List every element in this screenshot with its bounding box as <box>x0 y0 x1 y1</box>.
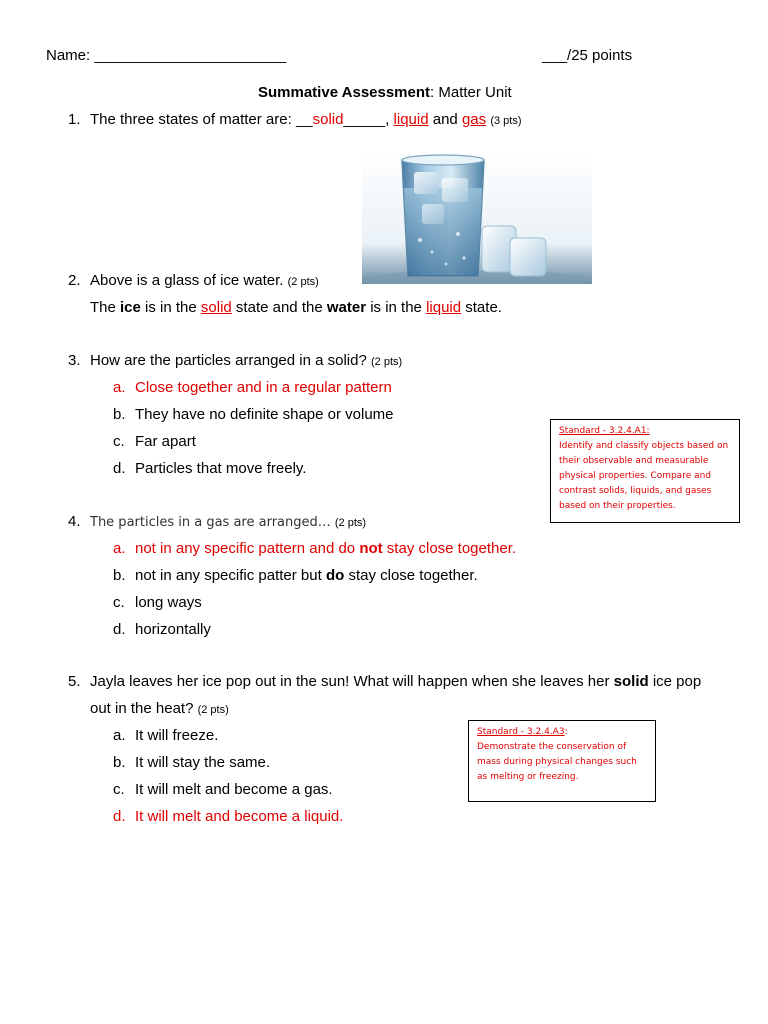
option-text: It will stay the same. <box>135 754 271 771</box>
option-c <box>113 594 202 611</box>
option-b <box>113 406 394 423</box>
name-field-label: Name: _______________________ <box>46 47 287 64</box>
option-letter: b. <box>113 754 126 771</box>
option-text: It will freeze. <box>135 727 219 744</box>
question-number: 4. <box>68 513 81 530</box>
glass-of-ice-water-icon <box>362 148 592 284</box>
question-text: ice pop <box>648 673 702 690</box>
option-a <box>113 727 218 744</box>
option-letter: b. <box>113 406 126 423</box>
question-text: Above is a glass of ice water. <box>90 272 288 289</box>
question-5-line-2 <box>90 700 229 717</box>
text-fragment: is in the <box>366 299 427 316</box>
punctuation: , <box>385 111 394 128</box>
question-text: out in the heat? <box>90 700 198 717</box>
option-c <box>113 433 196 450</box>
option-text: Far apart <box>135 433 196 450</box>
option-text: Particles that move freely. <box>135 460 307 477</box>
option-b <box>113 567 478 584</box>
question-2-answer-line <box>90 299 502 316</box>
option-text: It will melt and become a liquid. <box>135 808 344 825</box>
option-text: not in any specific pattern and do <box>135 540 360 557</box>
points-value: (3 pts) <box>490 115 522 127</box>
points-value: (2 pts) <box>334 517 367 529</box>
question-4 <box>68 513 366 530</box>
question-1 <box>68 111 522 128</box>
option-text: stay close together. <box>382 540 517 557</box>
option-letter: b. <box>113 567 126 584</box>
answer-solid: solid <box>312 111 344 128</box>
option-letter: d. <box>113 808 126 825</box>
option-text: stay close together. <box>344 567 478 584</box>
option-d <box>113 460 306 477</box>
conjunction: and <box>428 111 462 128</box>
bold-ice: ice <box>120 299 141 316</box>
points-value: (2 pts) <box>371 356 403 368</box>
option-text: long ways <box>135 594 202 611</box>
question-number: 2. <box>68 272 81 289</box>
answer-liquid: liquid <box>426 299 462 316</box>
question-text: The particles in a gas are arranged… <box>90 515 335 530</box>
answer-gas: gas <box>461 111 487 128</box>
question-text: How are the particles arranged in a solid? <box>90 352 371 369</box>
option-text: horizontally <box>135 621 211 638</box>
option-letter: c. <box>113 433 125 450</box>
option-c <box>113 781 333 798</box>
answer-solid: solid <box>200 299 232 316</box>
option-bold-word: do <box>325 567 345 584</box>
option-a <box>113 379 392 396</box>
title-rest: : Matter Unit <box>430 84 512 101</box>
points-value: (2 pts) <box>287 276 319 288</box>
page-title <box>258 84 512 101</box>
option-letter: a. <box>113 379 126 396</box>
title-bold: Summative Assessment <box>258 84 431 101</box>
points-value: (2 pts) <box>197 704 229 716</box>
question-number: 1. <box>68 111 81 128</box>
option-a <box>113 540 516 557</box>
text-fragment: is in the <box>140 299 201 316</box>
blank: __ <box>295 111 313 128</box>
ice-water-image <box>362 148 592 284</box>
standard-box-a3 <box>468 720 656 802</box>
text-fragment: The <box>90 299 121 316</box>
points-label: ___/25 points <box>542 47 633 64</box>
option-text: It will melt and become a gas. <box>135 781 333 798</box>
question-3 <box>68 352 402 369</box>
standard-body: Demonstrate the conservation of mass during physical changes such as melting or freezing. <box>477 742 637 782</box>
answer-liquid: liquid <box>393 111 429 128</box>
standard-body: Identify and classify objects based on their observable and measurable physical properties. Compare and contrast solids, liquids, and gases based on their properties. <box>559 441 729 511</box>
text-fragment: state and the <box>231 299 327 316</box>
option-text: They have no definite shape or volume <box>135 406 394 423</box>
option-text: not in any specific patter but <box>135 567 326 584</box>
option-letter: d. <box>113 460 126 477</box>
bold-solid: solid <box>613 673 649 690</box>
text-fragment: state. <box>461 299 502 316</box>
option-letter: c. <box>113 781 125 798</box>
question-text: The three states of matter are: <box>90 111 296 128</box>
option-letter: a. <box>113 727 126 744</box>
option-b <box>113 754 270 771</box>
question-text: Jayla leaves her ice pop out in the sun! What will happen when she leaves her <box>90 673 614 690</box>
option-d <box>113 621 211 638</box>
standard-box-a1 <box>550 419 740 523</box>
blank: _____ <box>343 111 386 128</box>
question-5 <box>68 673 701 690</box>
bold-water: water <box>326 299 367 316</box>
option-d <box>113 808 343 825</box>
option-letter: d. <box>113 621 126 638</box>
option-letter: c. <box>113 594 125 611</box>
option-letter: a. <box>113 540 126 557</box>
standard-title: Standard - 3.2.4.A3 <box>477 727 565 737</box>
standard-title: Standard - 3.2.4.A1: <box>559 426 650 436</box>
option-text: Close together and in a regular pattern <box>135 379 392 396</box>
standard-title-suffix: : <box>564 727 568 737</box>
question-2 <box>68 272 319 289</box>
option-bold-word: not <box>359 540 383 557</box>
question-number: 3. <box>68 352 81 369</box>
question-number: 5. <box>68 673 81 690</box>
